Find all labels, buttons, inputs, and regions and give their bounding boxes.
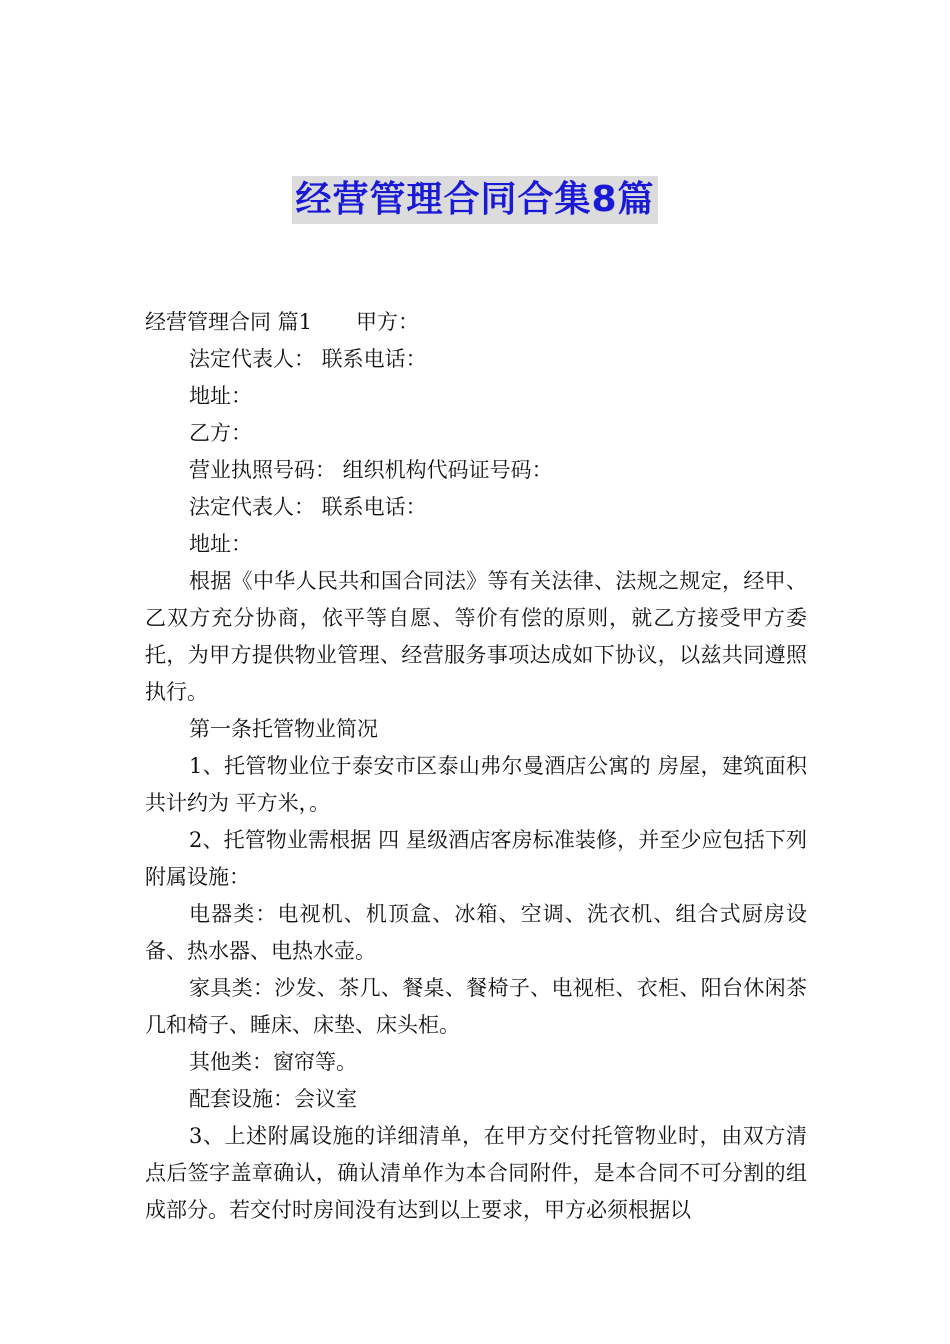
paragraph: 配套设施：会议室	[189, 1087, 357, 1111]
paragraph: 电器类：电视机、机顶盒、冰箱、空调、洗衣机、组合式厨房设备、热水器、电热水壶。	[145, 902, 807, 963]
paragraph: 家具类：沙发、茶几、餐桌、餐椅子、电视柜、衣柜、阳台休闲茶几和椅子、睡床、床垫、床头柜。	[145, 976, 807, 1037]
party-a-label: 甲方：	[356, 310, 420, 334]
paragraph: 根据《中华人民共和国合同法》等有关法律、法规之规定，经甲、乙双方充分协商，依平等自愿、等价有偿的原则，就乙方接受甲方委托，为甲方提供物业管理、经营服务事项达成如下协议，以兹共同遵照执行。	[145, 569, 807, 704]
paragraph: 营业执照号码： 组织机构代码证号码：	[189, 458, 553, 482]
paragraph: 3、上述附属设施的详细清单，在甲方交付托管物业时，由双方清点后签字盖章确认，确认清单作为本合同附件，是本合同不可分割的组成部分。若交付时房间没有达到以上要求，甲方必须根据以	[145, 1124, 807, 1222]
paragraph: 其他类：窗帘等。	[189, 1050, 357, 1074]
paragraph: 法定代表人： 联系电话：	[189, 495, 427, 519]
paragraph: 第一条托管物业简况	[189, 717, 378, 741]
paragraph: 2、托管物业需根据 四 星级酒店客房标准装修，并至少应包括下列附属设施：	[145, 828, 807, 889]
title-wrapper	[0, 176, 950, 224]
paragraph: 地址：	[189, 532, 252, 556]
section-heading: 经营管理合同 篇1	[145, 310, 313, 334]
paragraph: 法定代表人： 联系电话：	[189, 347, 427, 371]
paragraph: 地址：	[189, 384, 252, 408]
document-body	[145, 304, 807, 1229]
first-line	[145, 304, 807, 341]
paragraph: 乙方：	[189, 421, 252, 445]
document-title: 经营管理合同合集8篇	[292, 176, 657, 224]
paragraph: 1、托管物业位于泰安市区泰山弗尔曼酒店公寓的 房屋，建筑面积共计约为 平方米，。	[145, 754, 807, 815]
